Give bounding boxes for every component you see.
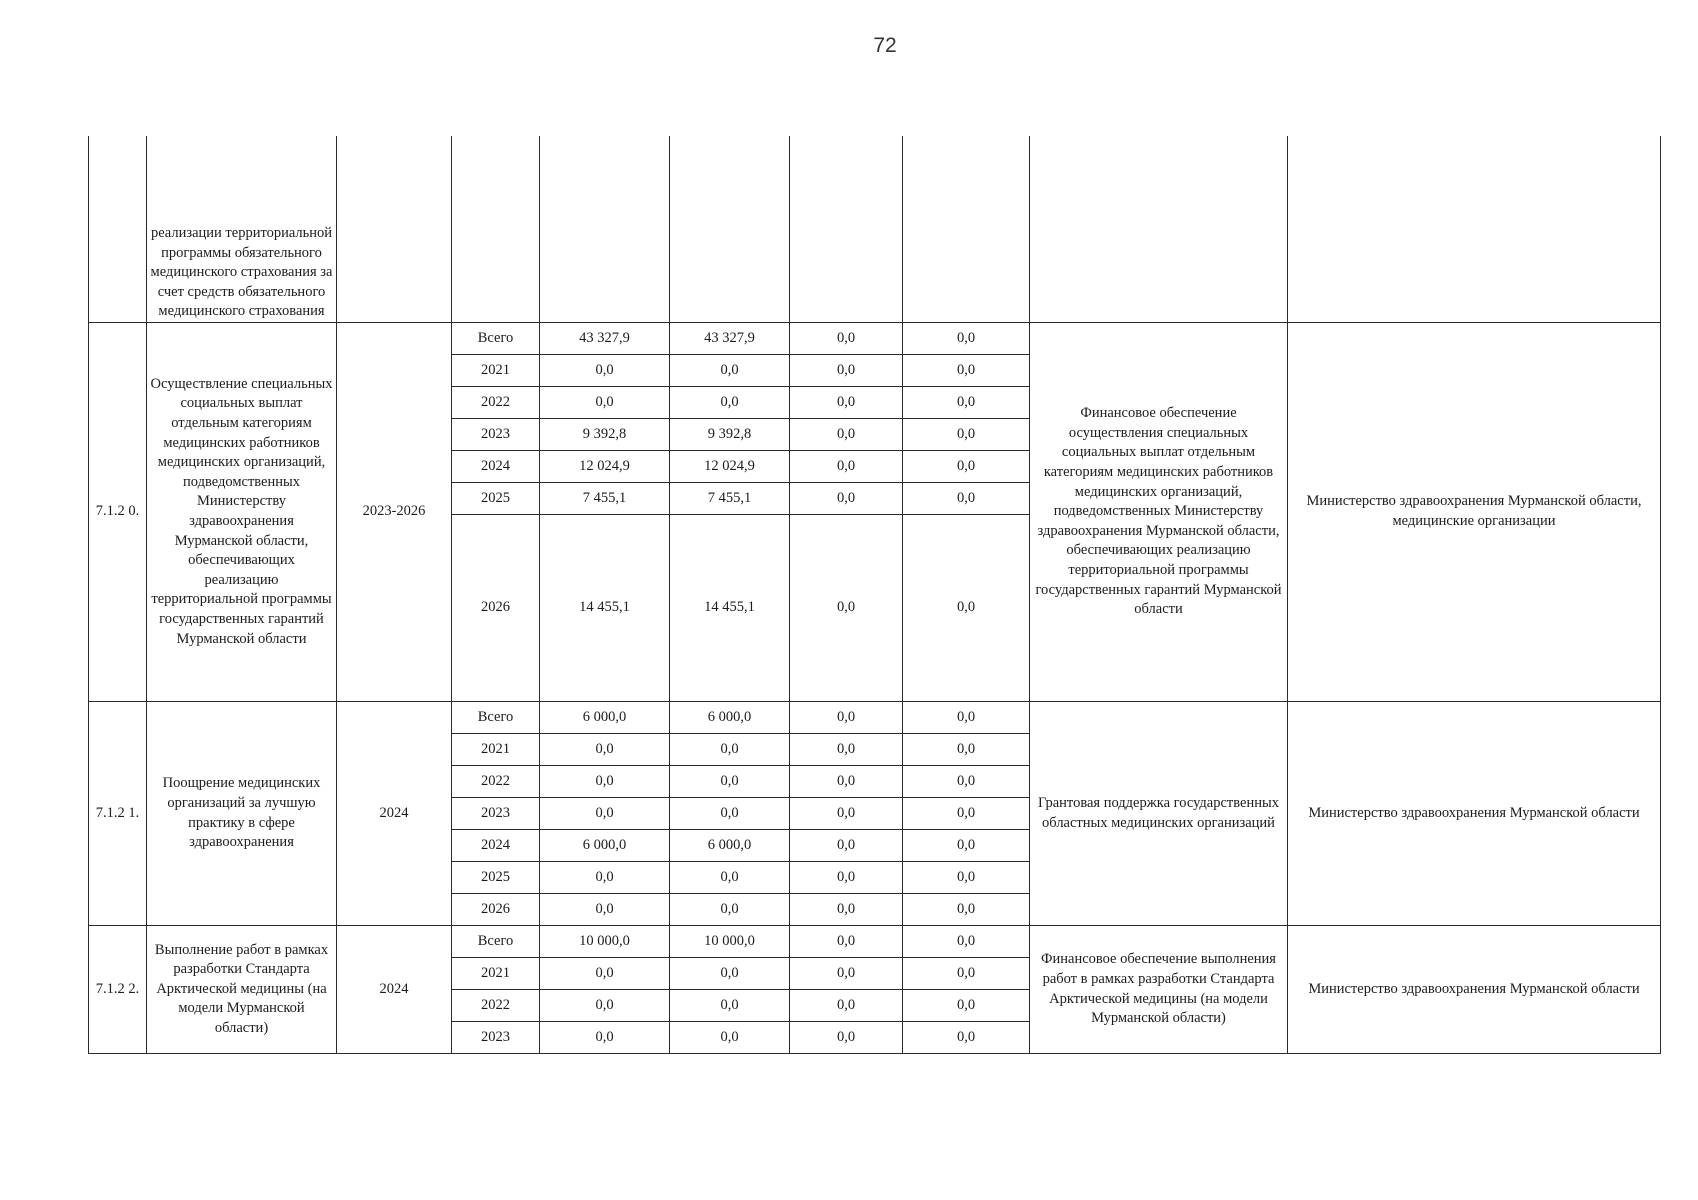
amount-cell: 0,0 — [540, 894, 670, 926]
amount-cell: 0,0 — [903, 766, 1030, 798]
amount-cell: 0,0 — [903, 451, 1030, 483]
amount-cell: 0,0 — [790, 387, 903, 419]
amount-cell: 0,0 — [540, 387, 670, 419]
amount-cell: 0,0 — [540, 990, 670, 1022]
amount-cell — [903, 136, 1030, 323]
amount-cell: 0,0 — [670, 862, 790, 894]
amount-cell: 0,0 — [903, 515, 1030, 702]
amount-cell: 0,0 — [790, 451, 903, 483]
amount-cell: 43 327,9 — [540, 323, 670, 355]
amount-cell: 0,0 — [540, 958, 670, 990]
amount-cell: 7 455,1 — [670, 483, 790, 515]
amount-cell: 0,0 — [670, 990, 790, 1022]
result-cell: Финансовое обеспечение выполнения работ в рамках разработки Стандарта Арктической медицины (на модели Мурманской области) — [1030, 926, 1288, 1054]
program-table — [88, 136, 1661, 1054]
amount-cell: 14 455,1 — [670, 515, 790, 702]
amount-cell: 0,0 — [903, 862, 1030, 894]
amount-cell: 0,0 — [790, 990, 903, 1022]
year-cell: 2021 — [452, 734, 540, 766]
year-cell: 2022 — [452, 766, 540, 798]
amount-cell: 0,0 — [540, 355, 670, 387]
year-cell: 2022 — [452, 387, 540, 419]
amount-cell: 0,0 — [540, 766, 670, 798]
number-cell — [89, 136, 147, 323]
amount-cell — [670, 136, 790, 323]
amount-cell: 6 000,0 — [540, 830, 670, 862]
amount-cell: 0,0 — [903, 483, 1030, 515]
amount-cell: 0,0 — [540, 798, 670, 830]
continuation-row — [89, 136, 1661, 323]
year-cell: 2023 — [452, 1022, 540, 1054]
amount-cell: 0,0 — [670, 355, 790, 387]
amount-cell: 14 455,1 — [540, 515, 670, 702]
amount-cell: 0,0 — [790, 958, 903, 990]
year-cell: 2024 — [452, 451, 540, 483]
amount-cell: 0,0 — [790, 483, 903, 515]
amount-cell: 0,0 — [540, 862, 670, 894]
amount-cell: 0,0 — [903, 958, 1030, 990]
year-cell — [452, 136, 540, 323]
amount-cell: 0,0 — [790, 419, 903, 451]
year-cell: Всего — [452, 323, 540, 355]
amount-cell: 0,0 — [903, 702, 1030, 734]
amount-cell: 0,0 — [790, 355, 903, 387]
year-cell: 2022 — [452, 990, 540, 1022]
amount-cell: 0,0 — [670, 894, 790, 926]
amount-cell: 6 000,0 — [540, 702, 670, 734]
amount-cell: 0,0 — [903, 1022, 1030, 1054]
amount-cell: 0,0 — [540, 734, 670, 766]
amount-cell: 0,0 — [790, 830, 903, 862]
responsible-cell — [1288, 136, 1661, 323]
amount-cell: 0,0 — [790, 798, 903, 830]
amount-cell: 0,0 — [670, 387, 790, 419]
amount-cell — [790, 136, 903, 323]
table-row — [89, 323, 1661, 355]
year-cell: 2021 — [452, 355, 540, 387]
amount-cell: 0,0 — [903, 926, 1030, 958]
responsible-cell: Министерство здравоохранения Мурманской области — [1288, 926, 1661, 1054]
amount-cell: 9 392,8 — [540, 419, 670, 451]
result-cell — [1030, 136, 1288, 323]
amount-cell: 0,0 — [670, 798, 790, 830]
year-cell: 2026 — [452, 894, 540, 926]
period-cell: 2024 — [337, 702, 452, 926]
amount-cell — [540, 136, 670, 323]
amount-cell: 0,0 — [903, 798, 1030, 830]
amount-cell: 0,0 — [670, 958, 790, 990]
amount-cell: 0,0 — [670, 1022, 790, 1054]
period-cell — [337, 136, 452, 323]
item-number-cell: 7.1.2 0. — [89, 323, 147, 702]
year-cell: 2021 — [452, 958, 540, 990]
item-number-cell: 7.1.2 2. — [89, 926, 147, 1054]
amount-cell: 0,0 — [903, 323, 1030, 355]
activity-name-cell: Поощрение медицинских организаций за лучшую практику в сфере здравоохранения — [147, 702, 337, 926]
year-cell: 2023 — [452, 419, 540, 451]
amount-cell: 0,0 — [790, 862, 903, 894]
year-cell: 2025 — [452, 483, 540, 515]
amount-cell: 0,0 — [790, 766, 903, 798]
amount-cell: 0,0 — [790, 702, 903, 734]
responsible-cell: Министерство здравоохранения Мурманской области — [1288, 702, 1661, 926]
amount-cell: 6 000,0 — [670, 702, 790, 734]
amount-cell: 12 024,9 — [540, 451, 670, 483]
amount-cell: 0,0 — [790, 515, 903, 702]
result-cell: Финансовое обеспечение осуществления специальных социальных выплат отдельным категориям медицинских работников медицинских организаций, подведомственных Министерству здравоохранения Мурманской области, обеспечивающих реализацию территориальной программы государственных гарантий Мурманской области — [1030, 323, 1288, 702]
amount-cell: 0,0 — [790, 894, 903, 926]
amount-cell: 12 024,9 — [670, 451, 790, 483]
amount-cell: 0,0 — [670, 734, 790, 766]
table-row — [89, 702, 1661, 734]
amount-cell: 0,0 — [540, 1022, 670, 1054]
amount-cell: 10 000,0 — [540, 926, 670, 958]
activity-name-cell: Осуществление специальных социальных выплат отдельным категориям медицинских работников медицинских организаций, подведомственных Министерству здравоохранения Мурманской области, обеспечивающих реализацию территориальной программы государственных гарантий Мурманской области — [147, 323, 337, 702]
year-cell: 2026 — [452, 515, 540, 702]
item-number-cell: 7.1.2 1. — [89, 702, 147, 926]
amount-cell: 9 392,8 — [670, 419, 790, 451]
activity-name-cell: Выполнение работ в рамках разработки Стандарта Арктической медицины (на модели Мурманской области) — [147, 926, 337, 1054]
amount-cell: 0,0 — [903, 387, 1030, 419]
year-cell: Всего — [452, 702, 540, 734]
amount-cell: 0,0 — [903, 894, 1030, 926]
amount-cell: 43 327,9 — [670, 323, 790, 355]
amount-cell: 0,0 — [903, 734, 1030, 766]
amount-cell: 0,0 — [903, 830, 1030, 862]
amount-cell: 10 000,0 — [670, 926, 790, 958]
year-cell: 2024 — [452, 830, 540, 862]
year-cell: Всего — [452, 926, 540, 958]
amount-cell: 0,0 — [790, 1022, 903, 1054]
amount-cell: 0,0 — [903, 419, 1030, 451]
period-cell: 2023-2026 — [337, 323, 452, 702]
year-cell: 2025 — [452, 862, 540, 894]
result-cell: Грантовая поддержка государственных областных медицинских организаций — [1030, 702, 1288, 926]
year-cell: 2023 — [452, 798, 540, 830]
page-number: 72 — [873, 34, 897, 57]
amount-cell: 0,0 — [790, 926, 903, 958]
period-cell: 2024 — [337, 926, 452, 1054]
amount-cell: 0,0 — [670, 766, 790, 798]
responsible-cell: Министерство здравоохранения Мурманской области, медицинские организации — [1288, 323, 1661, 702]
amount-cell: 7 455,1 — [540, 483, 670, 515]
amount-cell: 0,0 — [903, 990, 1030, 1022]
amount-cell: 0,0 — [790, 734, 903, 766]
table-row — [89, 926, 1661, 958]
activity-name-cell: реализации территориальной программы обязательного медицинского страхования за счет средств обязательного медицинского страхования — [147, 136, 337, 323]
amount-cell: 0,0 — [790, 323, 903, 355]
amount-cell: 0,0 — [903, 355, 1030, 387]
amount-cell: 6 000,0 — [670, 830, 790, 862]
